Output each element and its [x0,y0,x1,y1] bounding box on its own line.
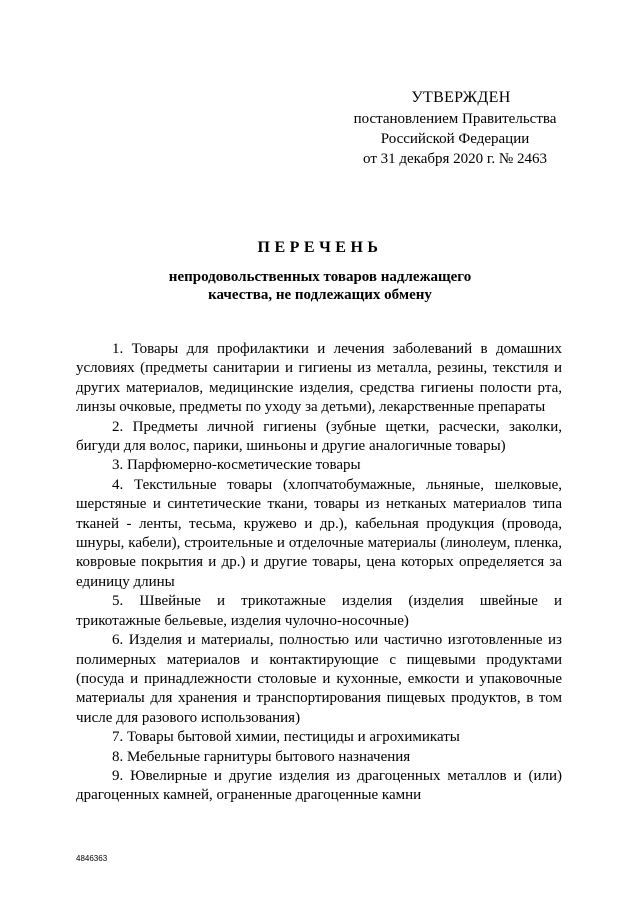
item-list [76,340,562,806]
list-item: 3. Парфюмерно-косметические товары [112,457,361,474]
approval-line: постановлением Правительства [353,111,557,127]
title-block [0,238,640,304]
subtitle-line: качества, не подлежащих обмену [208,287,432,303]
approval-block [330,88,580,169]
list-item: 7. Товары бытовой химии, пестициды и агрохимикаты [112,729,460,746]
list-item: 2. Предметы личной гигиены (зубные щетки, расчески, заколки, бигуди для волос, парики, шиньоны и другие аналогичные товары) [76,418,562,455]
approved-heading: УТВЕРЖДЕН [411,89,511,106]
list-item: 6. Изделия и материалы, полностью или частично изготовленные из полимерных материалов и контактирующие с пищевыми продуктами (посуда и принадлежности столовые и кухонные, емкости и упаковочные материалы для хранения и транспортирования пищевых продуктов, в том числе для разового использования) [76,632,562,726]
list-item: 9. Ювелирные и другие изделия из драгоценных металлов и (или) драгоценных камней, ограненные драгоценные камни [76,767,562,804]
list-item: 8. Мебельные гарнитуры бытового назначения [112,748,411,765]
list-item: 1. Товары для профилактики и лечения заболеваний в домашних условиях (предметы санитарии и гигиены из металла, резины, текстиля и других материалов, медицинские изделия, средства гигиены полости рта, линзы очковые, предметы по уходу за детьми), лекарственные препараты [76,341,562,416]
approval-line: Российской Федерации [380,131,530,147]
approval-date-line: от 31 декабря 2020 г. № 2463 [363,151,547,167]
subtitle-line: непродовольственных товаров надлежащего [168,269,472,285]
document-code: 4846363 [76,854,108,863]
list-item: 5. Швейные и трикотажные изделия (изделия швейные и трикотажные бельевые, изделия чулочно-носочные) [76,593,562,629]
list-item: 4. Текстильные товары (хлопчатобумажные, льняные, шелковые, шерстяные и синтетические ткани, товары из нетканых материалов типа тканей - ленты, тесьма, кружево и др.), кабельная продукция (провода, шнуры, кабели), строительные и отделочные материалы (линолеум, пленка, ковровые покрытия и др.) и другие товары, цена которых определяется за единицу длины [76,476,562,590]
document-title: ПЕРЕЧЕНЬ [257,239,383,256]
